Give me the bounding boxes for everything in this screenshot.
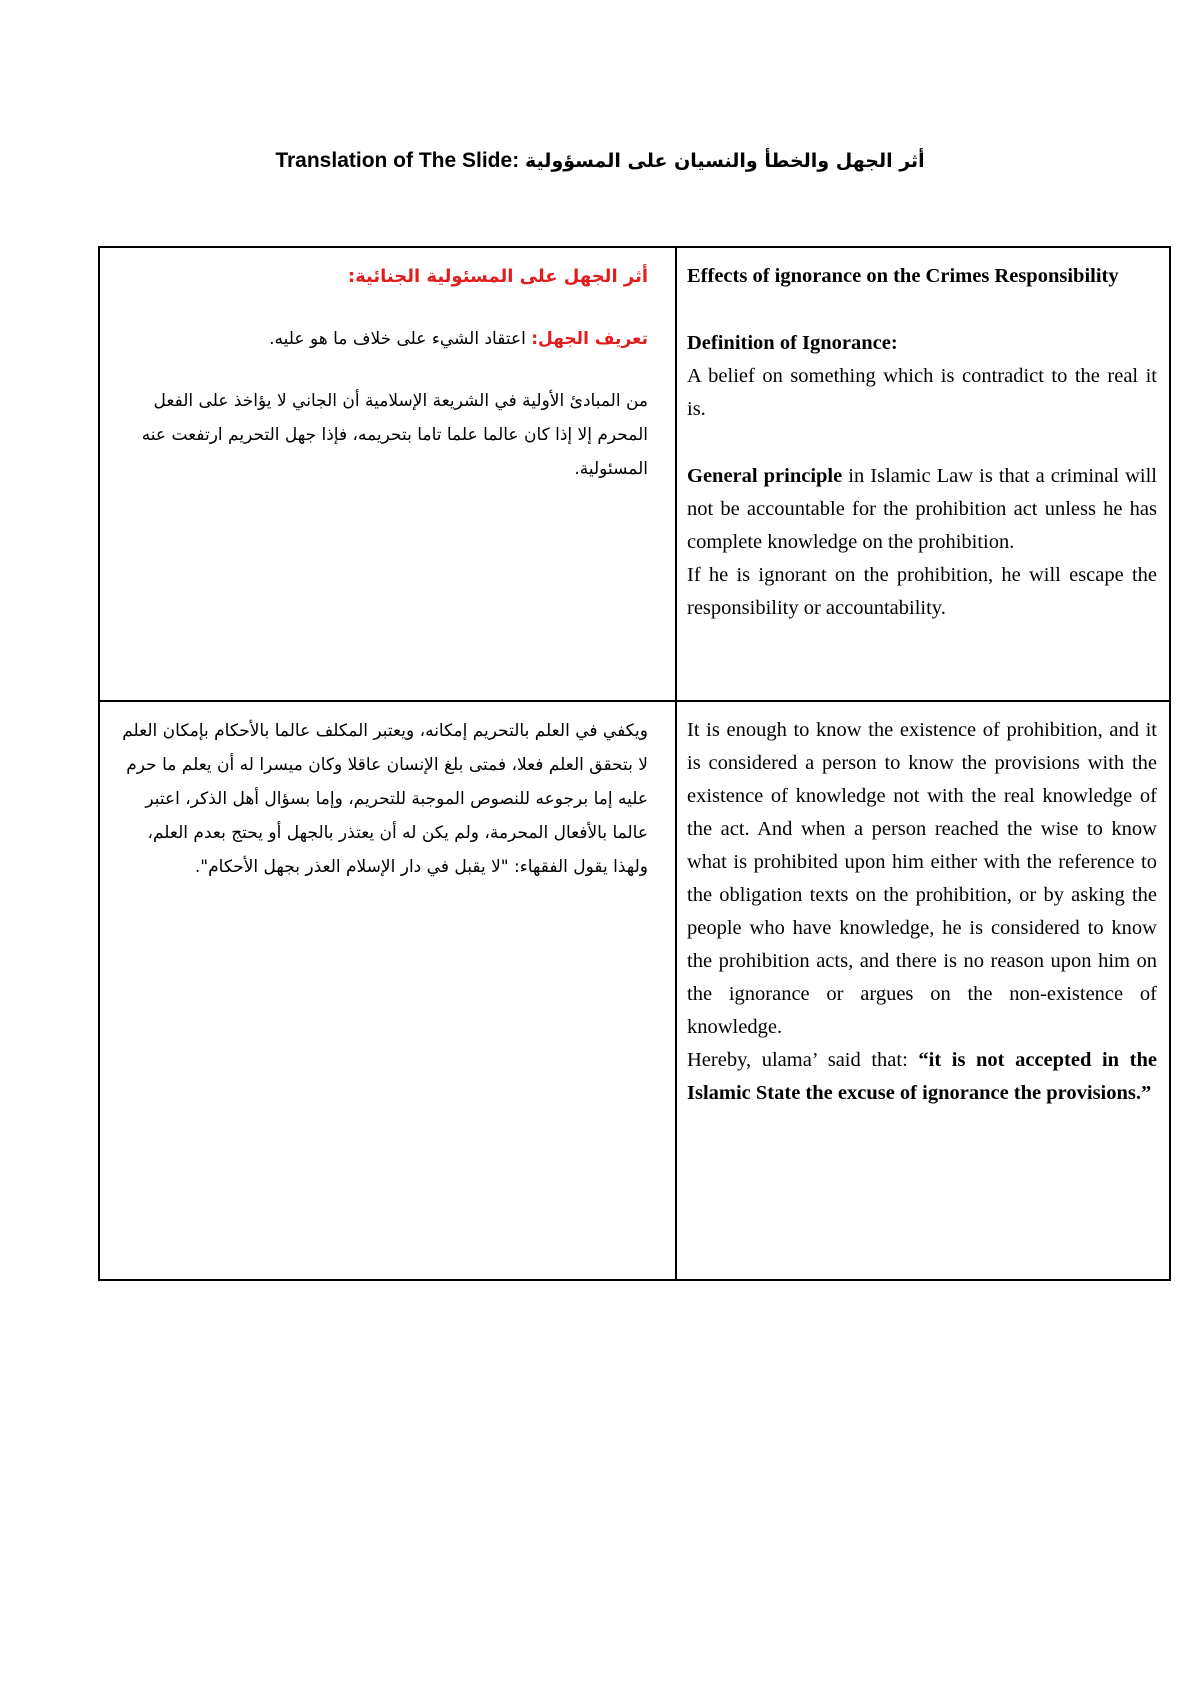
english-principle-text: in Islamic Law is that a criminal will not be accountable for the prohibition act unless he has complete knowledge on the prohibition.: [687, 465, 1158, 553]
english-ulama-statement: [687, 1044, 1157, 1110]
page-title: [0, 146, 1200, 176]
english-principle-label: General principle: [687, 465, 843, 487]
arabic-cell-2: [99, 701, 676, 1280]
page-title-ar: أثر الجهل والخطأ والنسيان على المسؤولية: [525, 150, 925, 172]
english-ulama-quote: “it is not accepted in the Islamic State the excuse of ignorance the provisions.”: [687, 1049, 1157, 1104]
english-definition-label: Definition of Ignorance:: [687, 332, 898, 354]
arabic-knowledge-text: ويكفي في العلم بالتحريم إمكانه، ويعتبر المكلف عالما بالأحكام بإمكان العلم لا بتحقق العلم فعلا، فمتى بلغ الإنسان عاقلا وكان ميسرا له أن يعلم ما حرم عليه إما برجوعه للنصوص الموجبة للتحريم، وإما بسؤال أهل الذكر، اعتبر عالما بالأفعال المحرمة، ولم يكن له أن يعتذر بالجهل أو يحتج بعدم العلم، ولهذا يقول الفقهاء: "لا يقبل في دار الإسلام العذر بجهل الأحكام".: [122, 721, 648, 877]
table-row: [99, 247, 1170, 701]
arabic-definition: [120, 322, 648, 356]
english-ulama-intro: Hereby, ulama’ said that:: [687, 1049, 919, 1071]
arabic-cell-1: [99, 247, 676, 701]
table-row: [99, 701, 1170, 1280]
arabic-heading: أثر الجهل على المسئولية الجنائية:: [347, 266, 648, 287]
english-cell-2: [676, 701, 1170, 1280]
english-heading: Effects of ignorance on the Crimes Responsibility: [687, 265, 1119, 287]
english-cell-1: [676, 247, 1170, 701]
english-ignorance-text: If he is ignorant on the prohibition, he will escape the responsibility or accountability.: [687, 564, 1157, 619]
arabic-definition-label: تعريف الجهل:: [531, 329, 648, 349]
english-definition-text: A belief on something which is contradict to the real it is.: [687, 365, 1157, 420]
arabic-principle: من المبادئ الأولية في الشريعة الإسلامية أن الجاني لا يؤاخذ على الفعل المحرم إلا إذا كان عالما علما تاما بتحريمه، فإذا جهل التحريم ارتفعت عنه المسئولية.: [141, 391, 648, 479]
page-title-en: Translation of The Slide:: [275, 149, 520, 172]
english-principle: [687, 460, 1157, 559]
translation-table: [98, 246, 1171, 1281]
arabic-definition-text: اعتقاد الشيء على خلاف ما هو عليه.: [269, 329, 532, 349]
english-knowledge-text: It is enough to know the existence of prohibition, and it is considered a person to know the provisions with the existence of knowledge not with the real knowledge of the act. And when a person reached the wise to know what is prohibited upon him either with the reference to the obligation texts on the prohibition, or by asking the people who have knowledge, he is considered to know the prohibition acts, and there is no reason upon him on the ignorance or argues on the non-existence of knowledge.: [687, 719, 1157, 1038]
